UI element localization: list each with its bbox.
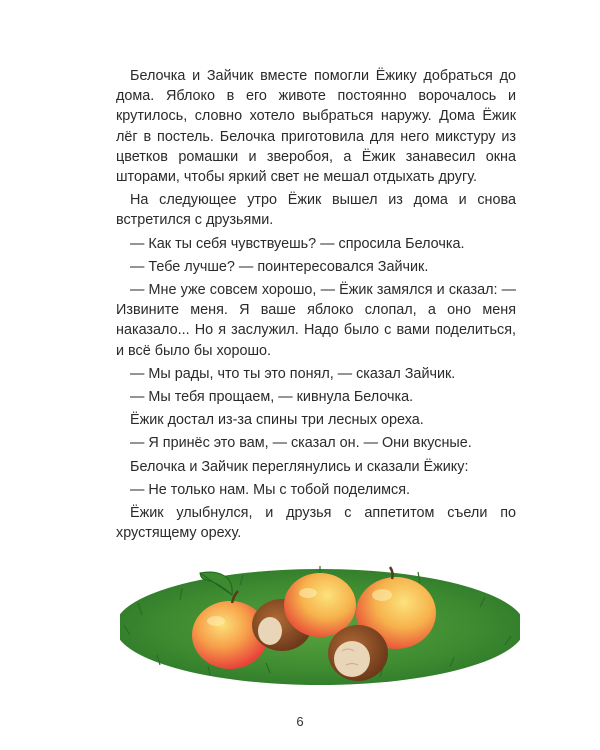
paragraph-10: Белочка и Зайчик переглянулись и сказали Ёжику: [130, 458, 469, 475]
page-number: 6 [296, 714, 304, 729]
paragraph-11: — Не только нам. Мы с тобой поделимся. [130, 481, 411, 498]
paragraph-5: — Мне уже совсем хорошо, — Ёжик замялся и сказал: — Извините меня. Я ваше яблоко слопал, а оно меня наказало... Но я заслужил. Надо было с вами поделиться, и всё было бы хорошо. [116, 282, 516, 359]
hazelnut-front [328, 625, 388, 681]
apple-center [284, 573, 356, 637]
paragraph-7: — Мы тебя прощаем, — кивнула Белочка. [130, 389, 414, 406]
paragraph-4: — Тебе лучше? — поинтересовался Зайчик. [130, 258, 429, 275]
paragraph-2: На следующее утро Ёжик вышел из дома и снова встретился с друзьями. [116, 192, 516, 229]
paragraph-3: — Как ты себя чувствуешь? — спросила Белочка. [130, 235, 465, 252]
paragraph-6: — Мы рады, что ты это понял, — сказал Зайчик. [130, 365, 456, 382]
paragraph-9: — Я принёс это вам, — сказал он. — Они вкусные. [130, 435, 472, 452]
story-text [116, 66, 516, 543]
apples-and-nuts-illustration [120, 555, 520, 695]
paragraph-1: Белочка и Зайчик вместе помогли Ёжику добраться до дома. Яблоко в его животе постоянно ворочалось и крутилось, словно хотело выбраться наружу. Дома Ёжик лёг в постель. Белочка приготовила для него микстуру из цветков ромашки и зверобоя, а Ёжик занавесил окна шторами, чтобы яркий свет не мешал отдыхать другу. [116, 68, 516, 186]
paragraph-8: Ёжик достал из-за спины три лесных ореха. [130, 412, 424, 429]
paragraph-12: Ёжик улыбнулся, и друзья с аппетитом съели по хрустящему ореху. [116, 505, 516, 542]
